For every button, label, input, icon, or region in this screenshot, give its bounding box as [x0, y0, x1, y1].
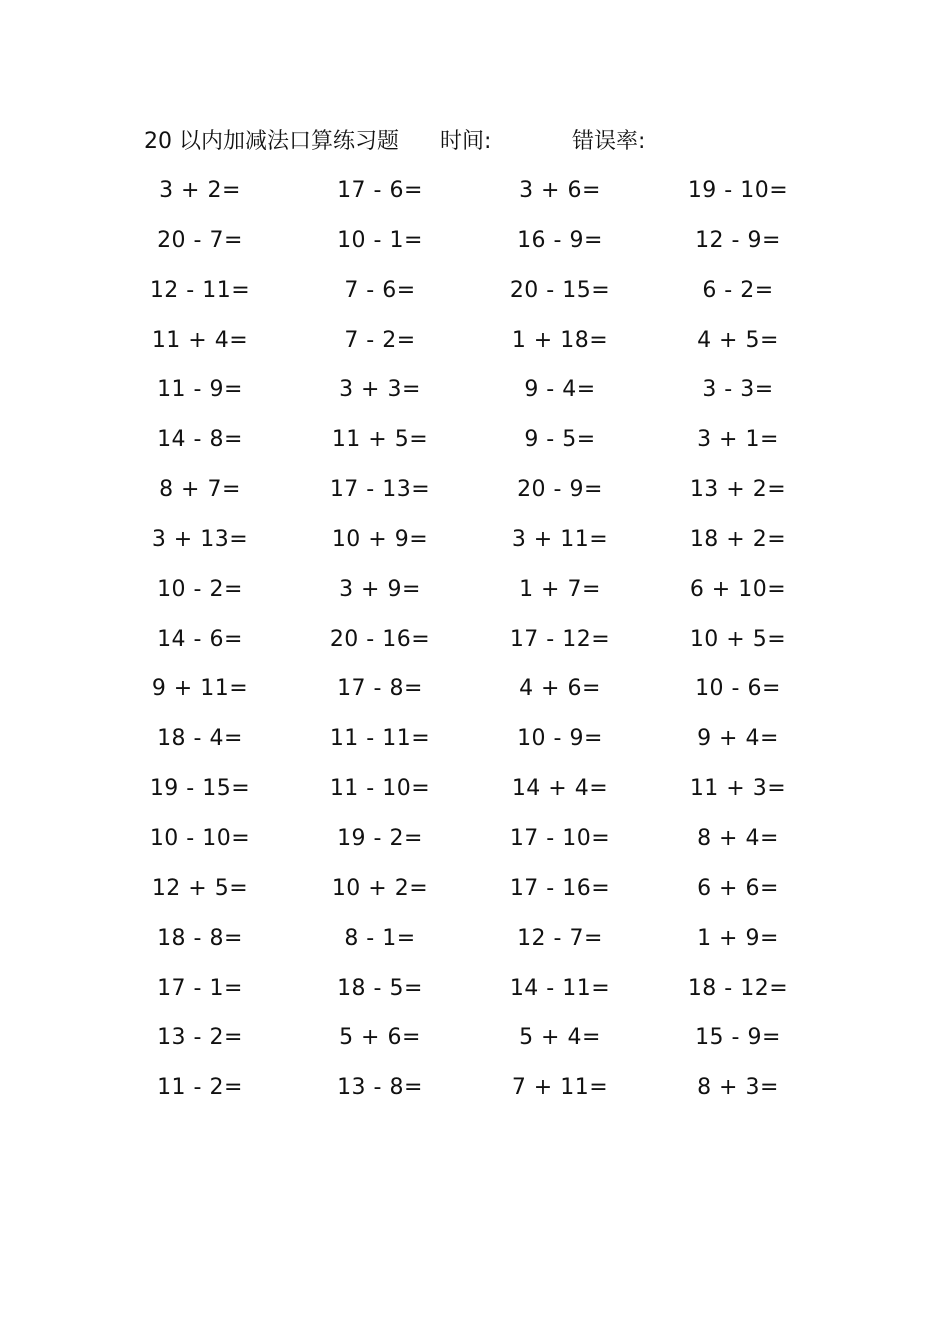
math-problem: 19 - 2= — [337, 825, 423, 851]
math-problem: 12 + 5= — [151, 875, 249, 901]
math-problem: 18 - 4= — [157, 726, 243, 752]
math-problem: 17 - 16= — [509, 875, 611, 901]
math-problem: 14 + 4= — [511, 776, 609, 802]
math-problem: 18 + 2= — [689, 526, 787, 552]
math-problem: 3 + 3= — [339, 377, 421, 403]
math-problem: 10 + 2= — [331, 875, 429, 901]
math-problem: 13 - 8= — [337, 1075, 423, 1101]
math-problem: 1 + 7= — [519, 576, 601, 602]
math-problem: 10 + 9= — [331, 526, 429, 552]
math-problem: 11 - 9= — [157, 377, 243, 403]
math-problem: 10 - 6= — [695, 676, 781, 702]
math-problem: 12 - 11= — [149, 277, 251, 303]
math-problem: 18 - 12= — [687, 975, 789, 1001]
time-label: 时间: — [440, 129, 492, 154]
math-problem: 11 + 5= — [331, 427, 429, 453]
math-problem: 5 + 6= — [339, 1025, 421, 1051]
math-problem: 5 + 4= — [519, 1025, 601, 1051]
math-problem: 12 - 7= — [517, 925, 603, 951]
math-problem: 18 - 5= — [337, 975, 423, 1001]
math-problem: 10 - 9= — [517, 726, 603, 752]
math-problem: 3 + 13= — [151, 526, 249, 552]
math-problem: 1 + 18= — [511, 327, 609, 353]
math-problem: 4 + 5= — [697, 327, 779, 353]
math-problem: 20 - 16= — [329, 626, 431, 652]
math-problem: 3 + 1= — [697, 427, 779, 453]
math-problem: 13 - 2= — [157, 1025, 243, 1051]
math-problem: 11 + 4= — [151, 327, 249, 353]
math-problem: 19 - 15= — [149, 776, 251, 802]
math-problem: 3 + 6= — [519, 178, 601, 203]
math-problem: 9 + 4= — [697, 726, 779, 752]
math-problem: 11 - 10= — [329, 776, 431, 802]
math-problem: 20 - 9= — [517, 477, 603, 503]
math-problem: 3 - 3= — [702, 377, 774, 403]
math-problem: 3 + 11= — [511, 526, 609, 552]
math-problem: 17 - 13= — [329, 477, 431, 503]
math-problem: 6 + 6= — [697, 875, 779, 901]
math-problem: 14 - 6= — [157, 626, 243, 652]
math-problem: 3 + 2= — [159, 178, 241, 203]
math-problem: 8 + 4= — [697, 825, 779, 851]
math-problem: 7 + 11= — [511, 1075, 609, 1101]
math-problem: 1 + 9= — [697, 925, 779, 951]
math-problem: 10 - 2= — [157, 576, 243, 602]
math-problem: 17 - 6= — [337, 178, 423, 203]
math-problem: 17 - 8= — [337, 676, 423, 702]
math-problem: 17 - 12= — [509, 626, 611, 652]
math-problem: 14 - 11= — [509, 975, 611, 1001]
math-problem: 16 - 9= — [517, 227, 603, 253]
math-problem: 18 - 8= — [157, 925, 243, 951]
math-problem: 7 - 2= — [344, 327, 416, 353]
math-problem: 20 - 7= — [157, 227, 243, 253]
math-problem: 11 - 2= — [157, 1075, 243, 1101]
worksheet-title: 20 以内加减法口算练习题 — [144, 129, 399, 154]
math-problem: 10 + 5= — [689, 626, 787, 652]
math-problem: 6 + 10= — [689, 576, 787, 602]
math-problem: 8 + 7= — [159, 477, 241, 503]
math-problem: 9 + 11= — [151, 676, 249, 702]
math-problem: 15 - 9= — [695, 1025, 781, 1051]
math-problem: 17 - 1= — [157, 975, 243, 1001]
math-problem: 8 + 3= — [697, 1075, 779, 1101]
math-problem: 13 + 2= — [689, 477, 787, 503]
math-problem: 3 + 9= — [339, 576, 421, 602]
math-problem: 11 + 3= — [689, 776, 787, 802]
error-rate-label: 错误率: — [572, 129, 646, 154]
math-problem: 19 - 10= — [687, 178, 789, 203]
math-problem: 11 - 11= — [329, 726, 431, 752]
math-problem: 8 - 1= — [344, 925, 416, 951]
math-problem: 6 - 2= — [702, 277, 774, 303]
math-problem: 12 - 9= — [695, 227, 781, 253]
math-problem: 20 - 15= — [509, 277, 611, 303]
math-problem: 10 - 10= — [149, 825, 251, 851]
math-problem: 9 - 5= — [524, 427, 596, 453]
math-problem: 4 + 6= — [519, 676, 601, 702]
math-problem: 9 - 4= — [524, 377, 596, 403]
math-problem: 17 - 10= — [509, 825, 611, 851]
math-problem: 14 - 8= — [157, 427, 243, 453]
math-problem: 7 - 6= — [344, 277, 416, 303]
math-problem: 10 - 1= — [337, 227, 423, 253]
